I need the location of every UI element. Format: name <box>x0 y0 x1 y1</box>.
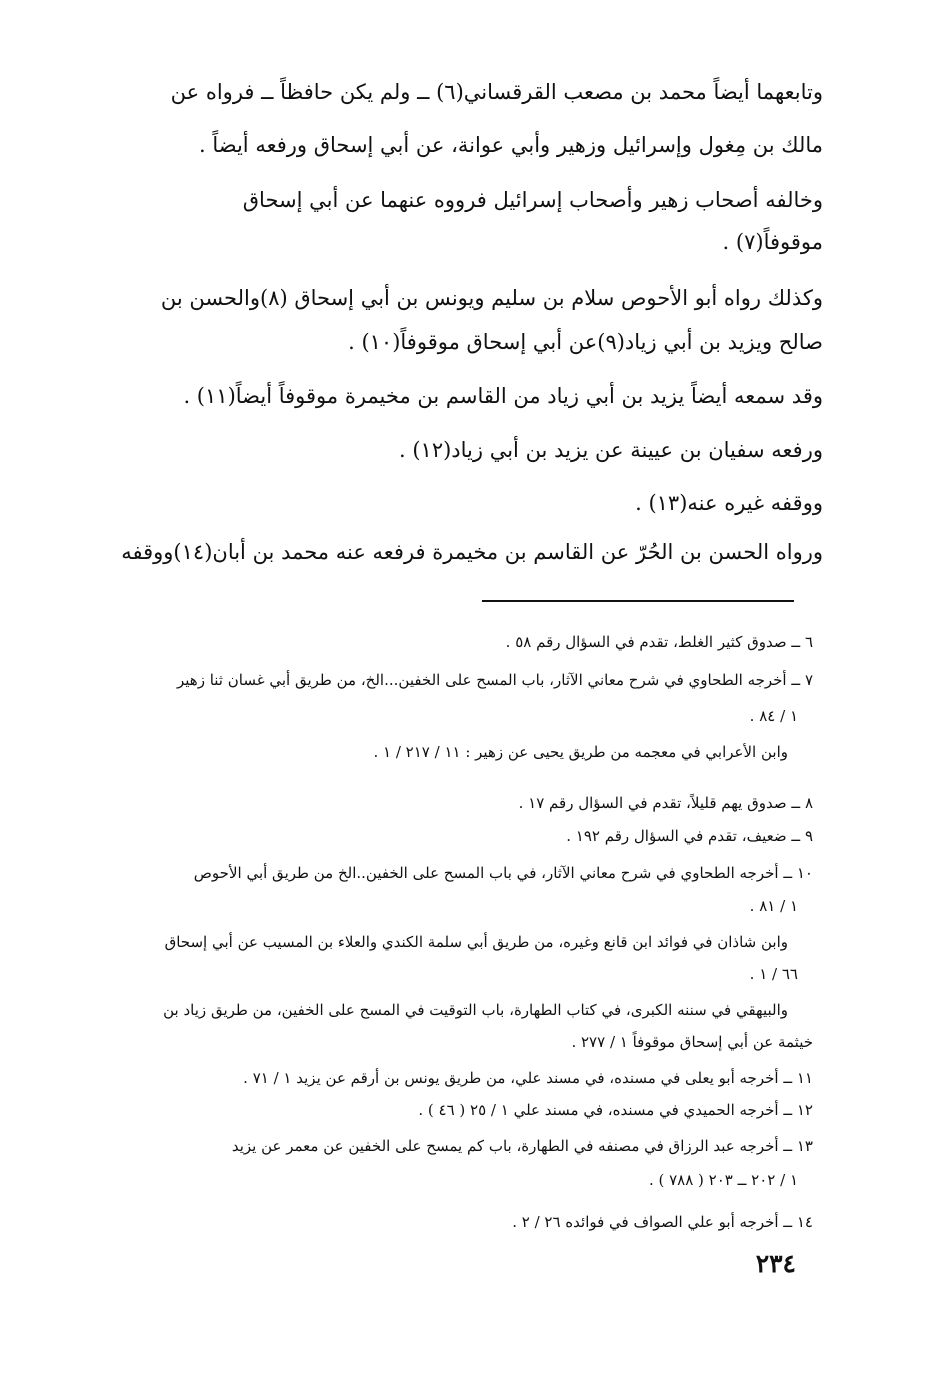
main-text-line: صالح ويزيد بن أبي زياد(٩)عن أبي إسحاق موقوفاً(١٠) . <box>348 330 823 354</box>
footnote-7-additional: وابن الأعرابي في معجمه من طريق يحيى عن زهير : ١١ / ٢١٧ / ١ . <box>373 743 788 761</box>
footnote-7: ٧ ــ أخرجه الطحاوي في شرح معاني الآثار، باب المسح على الخفين...الخ، من طريق أبي غسان ثنا زهير <box>176 671 813 689</box>
footnote-9: ٩ ــ ضعيف، تقدم في السؤال رقم ١٩٢ . <box>566 827 813 845</box>
footnote-14: ١٤ ــ أخرجه أبو علي الصواف في فوائده ٢٦ / ٢ . <box>512 1213 813 1231</box>
main-text-line: مالك بن مِغول وإسرائيل وزهير وأبي عوانة، عن أبي إسحاق ورفعه أيضاً . <box>199 133 823 157</box>
main-text-line: وخالفه أصحاب زهير وأصحاب إسرائيل فرووه عنهما عن أبي إسحاق <box>242 188 823 212</box>
footnote-10-continuation: ١ / ٨١ . <box>749 897 798 915</box>
footnote-10-additional: وابن شاذان في فوائد ابن قانع وغيره، من طريق أبي سلمة الكندي والعلاء بن المسيب عن أبي إسحاق <box>164 933 788 951</box>
footnote-10-additional: والبيهقي في سننه الكبرى، في كتاب الطهارة، باب التوقيت في المسح على الخفين، من طريق زياد بن <box>163 1001 788 1019</box>
page-number: ٢٣٤ <box>755 1249 796 1278</box>
footnote-13-continuation: ١ / ٢٠٢ ــ ٢٠٣ ( ٧٨٨ ) . <box>648 1171 798 1189</box>
footnote-13: ١٣ ــ أخرجه عبد الرزاق في مصنفه في الطهارة، باب كم يمسح على الخفين عن معمر عن يزيد <box>231 1137 813 1155</box>
footnote-6: ٦ ــ صدوق كثير الغلط، تقدم في السؤال رقم ٥٨ . <box>505 633 813 651</box>
footnote-12: ١٢ ــ أخرجه الحميدي في مسنده، في مسند علي ١ / ٢٥ ( ٤٦ ) . <box>418 1101 813 1119</box>
main-text-line: ورفعه سفيان بن عيينة عن يزيد بن أبي زياد(١٢) . <box>399 438 823 462</box>
main-text-line: ووقفه غيره عنه(١٣) . <box>635 491 823 515</box>
main-text-line: وكذلك رواه أبو الأحوص سلام بن سليم ويونس بن أبي إسحاق (٨)والحسن بن <box>160 286 823 310</box>
footnote-10-continuation: ٦٦ / ١ . <box>749 965 798 983</box>
footnote-10-continuation: خيثمة عن أبي إسحاق موقوفاً ١ / ٢٧٧ . <box>571 1033 813 1051</box>
footnote-separator <box>482 600 794 602</box>
footnote-10: ١٠ ــ أخرجه الطحاوي في شرح معاني الآثار، في باب المسح على الخفين..الخ من طريق أبي الأحوص <box>193 864 813 882</box>
footnote-8: ٨ ــ صدوق يهم قليلاً، تقدم في السؤال رقم ١٧ . <box>518 794 813 812</box>
footnote-11: ١١ ــ أخرجه أبو يعلى في مسنده، في مسند علي، من طريق يونس بن أرقم عن يزيد ١ / ٧١ . <box>243 1069 813 1087</box>
main-text-line: وتابعهما أيضاً محمد بن مصعب القرقساني(٦) ــ ولم يكن حافظاً ــ فرواه عن <box>170 80 823 104</box>
main-text-line: موقوفاً(٧) . <box>722 230 823 254</box>
main-text-line: وقد سمعه أيضاً يزيد بن أبي زياد من القاسم بن مخيمرة موقوفاً أيضاً(١١) . <box>183 384 823 408</box>
footnote-7-continuation: ١ / ٨٤ . <box>749 707 798 725</box>
main-text-line: ورواه الحسن بن الحُرّ عن القاسم بن مخيمرة فرفعه عنه محمد بن أبان(١٤)ووقفه <box>121 540 823 564</box>
